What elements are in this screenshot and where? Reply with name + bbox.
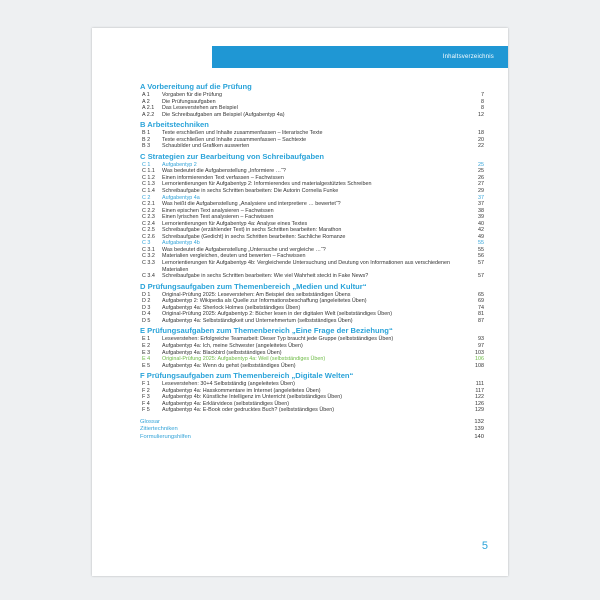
entry-number: E 2 xyxy=(142,342,151,349)
header-bar xyxy=(212,46,508,68)
entry-page: 22 xyxy=(478,143,484,150)
entry-number: B 2 xyxy=(142,136,151,143)
entry-number: D 5 xyxy=(142,317,151,324)
entry-page: 55 xyxy=(478,240,484,247)
entry-number: D 3 xyxy=(142,304,151,311)
entry-text: Materialien vergleichen, deuten und bewerten – Fachwissen xyxy=(162,253,306,260)
entry-page: 8 xyxy=(481,105,484,112)
entry-number: C 3.1 xyxy=(142,246,155,253)
entry-number: C 2.2 xyxy=(142,207,155,214)
entry-number: A 2.1 xyxy=(142,105,155,112)
entry-page: 57 xyxy=(478,273,484,280)
entry-text: Aufgabentyp 4a: Erklärvideos (selbstständiges Üben) xyxy=(162,400,290,407)
entry-number: B 3 xyxy=(142,143,151,150)
entry-page: 122 xyxy=(475,394,484,401)
entry-text: Aufgabentyp 4a: Hasskommentare im Internet (angeleitetes Üben) xyxy=(162,387,321,394)
section-title: E Prüfungsaufgaben zum Themenbereich „Eine Frage der Beziehung“ xyxy=(140,326,393,336)
entry-number: D 4 xyxy=(142,311,151,318)
entry-number: C 3.4 xyxy=(142,273,155,280)
entry-text: Lernorientierungen für Aufgabentyp 4b: Vergleichende Untersuchung und Deutung von Informationen aus verschiedenen Materialien xyxy=(162,260,451,273)
toc-entry[interactable] xyxy=(140,260,484,273)
appendix-text: Glossar xyxy=(140,418,160,425)
entry-number: F 2 xyxy=(142,387,150,394)
section-title: D Prüfungsaufgaben zum Themenbereich „Medien und Kultur“ xyxy=(140,281,367,291)
entry-text: Schreibaufgabe (Gedicht) in sechs Schritten bearbeiten: Sachliche Romanze xyxy=(162,233,346,240)
entry-page: 69 xyxy=(478,298,484,305)
appendix-page: 140 xyxy=(474,434,484,441)
entry-page: 93 xyxy=(478,336,484,343)
appendix-entry[interactable] xyxy=(140,426,484,434)
entry-number: F 1 xyxy=(142,381,150,388)
entry-page: 26 xyxy=(478,174,484,181)
entry-number: E 4 xyxy=(142,356,151,363)
section-title: B Arbeitstechniken xyxy=(140,120,209,130)
entry-page: 81 xyxy=(478,311,484,318)
entry-text: Die Prüfungsaufgaben xyxy=(162,98,216,105)
entry-page: 42 xyxy=(478,227,484,234)
entry-number: F 4 xyxy=(142,400,150,407)
entry-page: 129 xyxy=(475,407,484,414)
entry-page: 55 xyxy=(478,246,484,253)
entry-text: Aufgabentyp 4a xyxy=(162,194,200,201)
entry-text: Schreibaufgabe (erzählender Text) in sechs Schritten bearbeiten: Marathon xyxy=(162,227,342,234)
entry-page: 25 xyxy=(478,168,484,175)
entry-text: Aufgabentyp 2: Wikipedia als Quelle zur Informationsbeschaffung (angeleitetes Üben) xyxy=(162,298,367,305)
entry-page: 29 xyxy=(478,188,484,195)
entry-page: 40 xyxy=(478,220,484,227)
entry-text: Vorgaben für die Prüfung xyxy=(162,92,222,98)
entry-page: 65 xyxy=(478,291,484,298)
appendix-page: 132 xyxy=(474,418,484,425)
entry-text: Aufgabentyp 4b xyxy=(162,240,200,247)
page-number: 5 xyxy=(481,540,488,552)
entry-number: F 5 xyxy=(142,407,150,414)
entry-text: Aufgabentyp 4a: Sherlock Holmes (selbstständiges Üben) xyxy=(162,304,301,311)
toc-entry[interactable] xyxy=(140,318,484,325)
entry-page: 126 xyxy=(475,400,484,407)
entry-text: Leseverstehen: Erfolgreiche Teamarbeit: Dieser Typ braucht jede Gruppe (selbstständiges Üben) xyxy=(162,336,394,343)
entry-page: 103 xyxy=(475,349,484,356)
entry-page: 20 xyxy=(478,136,484,143)
entry-page: 87 xyxy=(478,317,484,324)
entry-text: Aufgabentyp 4a: E-Book oder gedrucktes Buch? (selbstständiges Üben) xyxy=(162,407,335,414)
appendix-entry[interactable] xyxy=(140,419,484,427)
entry-number: B 1 xyxy=(142,130,151,137)
entry-number: C 2.5 xyxy=(142,227,155,234)
entry-text: Einen lyrischen Text analysieren – Fachwissen xyxy=(162,214,274,221)
toc-entry[interactable] xyxy=(140,143,484,150)
entry-number: A 2.2 xyxy=(142,111,155,118)
entry-page: 7 xyxy=(481,92,484,98)
entry-page: 97 xyxy=(478,342,484,349)
entry-page: 27 xyxy=(478,181,484,188)
entry-text: Leseverstehen: 30+4 Selbstständig (angeleitetes Üben) xyxy=(162,381,295,388)
entry-text: Original-Prüfung 2025: Leseverstehen: Am Beispiel des selbstständigen Übens xyxy=(162,291,351,298)
appendix-entry[interactable] xyxy=(140,434,484,442)
entry-text: Original-Prüfung 2025: Aufgabentyp 4a: Weil (selbstständiges Üben) xyxy=(162,356,326,363)
entry-text: Aufgabentyp 4a: Blackbird (selbstständiges Üben) xyxy=(162,349,282,356)
header-title: Inhaltsverzeichnis xyxy=(442,54,494,60)
entry-page: 8 xyxy=(481,98,484,105)
entry-number: C 2.6 xyxy=(142,233,155,240)
toc-entry[interactable] xyxy=(140,407,484,414)
entry-number: C 2.4 xyxy=(142,220,155,227)
entry-page: 111 xyxy=(475,381,484,388)
appendix-text: Zitiertechniken xyxy=(140,426,178,433)
entry-text: Einen epischen Text analysieren – Fachwissen xyxy=(162,207,274,214)
entry-number: E 3 xyxy=(142,349,151,356)
table-of-contents xyxy=(140,82,484,442)
entry-text: Aufgabentyp 4a: Selbstständigkeit und Unternehmertum (selbstständiges Üben) xyxy=(162,317,353,324)
entry-page: 57 xyxy=(478,260,484,267)
entry-number: E 1 xyxy=(142,336,151,343)
entry-number: E 5 xyxy=(142,362,151,369)
entry-page: 37 xyxy=(478,194,484,201)
entry-page: 38 xyxy=(478,207,484,214)
entry-number: C 3 xyxy=(142,240,151,247)
entry-text: Texte erschließen und Inhalte zusammenfassen – Sachtexte xyxy=(162,136,307,143)
entry-number: C 1.1 xyxy=(142,168,155,175)
entry-number: C 1.3 xyxy=(142,181,155,188)
toc-entry[interactable] xyxy=(140,273,484,280)
entry-text: Die Schreibaufgaben am Beispiel (Aufgabentyp 4a) xyxy=(162,111,285,118)
entry-number: C 2.3 xyxy=(142,214,155,221)
entry-number: C 1 xyxy=(142,161,151,168)
entry-page: 49 xyxy=(478,233,484,240)
entry-text: Schreibaufgabe in sechs Schritten bearbeiten: Die Autorin Cornelia Funke xyxy=(162,188,339,195)
section-title: C Strategien zur Bearbeitung von Schreibaufgaben xyxy=(140,151,324,161)
entry-page: 39 xyxy=(478,214,484,221)
entry-number: D 2 xyxy=(142,298,151,305)
entry-number: A 1 xyxy=(142,92,150,98)
entry-text: Aufgabentyp 2 xyxy=(162,161,197,168)
entry-text: Original-Prüfung 2025: Aufgabentyp 2: Bücher lesen in der digitalen Welt (selbstständiges Üben) xyxy=(162,311,393,318)
entry-page: 25 xyxy=(478,161,484,168)
entry-number: C 3.3 xyxy=(142,260,155,267)
entry-number: C 2 xyxy=(142,194,151,201)
entry-text: Was heißt die Aufgabenstellung „Analysiere und interpretiere … bewertet“? xyxy=(162,201,341,208)
entry-text: Schreibaufgabe in sechs Schritten bearbeiten: Wie viel Wahrheit steckt in Fake News? xyxy=(162,273,369,280)
entry-text: Texte erschließen und Inhalte zusammenfassen – literarische Texte xyxy=(162,130,323,137)
entry-number: F 3 xyxy=(142,394,150,401)
entry-number: D 1 xyxy=(142,291,151,298)
section-title: F Prüfungsaufgaben zum Themenbereich „Digitale Welten“ xyxy=(140,371,354,381)
entry-text: Was bedeutet die Aufgabenstellung „Informiere …“? xyxy=(162,168,286,175)
entry-number: A 2 xyxy=(142,98,150,105)
entry-page: 117 xyxy=(475,387,484,394)
entry-text: Einen informierenden Text verfassen – Fachwissen xyxy=(162,174,284,181)
entry-text: Das Leseverstehen am Beispiel xyxy=(162,105,238,112)
section-title: A Vorbereitung auf die Prüfung xyxy=(140,82,252,91)
entry-page: 108 xyxy=(475,362,484,369)
entry-text: Lernorientierungen für Aufgabentyp 4a: Analyse eines Textes xyxy=(162,220,308,227)
entry-page: 12 xyxy=(478,111,484,118)
entry-number: C 1.2 xyxy=(142,174,155,181)
entry-page: 106 xyxy=(475,356,484,363)
entry-text: Aufgabentyp 4b: Künstliche Intelligenz im Unterricht (selbstständiges Üben) xyxy=(162,394,343,401)
entry-page: 74 xyxy=(478,304,484,311)
entry-text: Lernorientierungen für Aufgabentyp 2: Informierendes und materialgestütztes Schreiben xyxy=(162,181,372,188)
entry-number: C 3.2 xyxy=(142,253,155,260)
appendix-text: Formulierungshilfen xyxy=(140,434,191,441)
entry-page: 56 xyxy=(478,253,484,260)
entry-text: Aufgabentyp 4a: Wenn du gehst (selbstständiges Üben) xyxy=(162,362,296,369)
appendix-page: 139 xyxy=(474,426,484,433)
entry-number: C 1.4 xyxy=(142,188,155,195)
toc-entry[interactable] xyxy=(140,363,484,370)
appendix-list xyxy=(140,419,484,442)
document-page xyxy=(92,28,508,576)
entry-text: Aufgabentyp 4a: Ich, meine Schwester (angeleitetes Üben) xyxy=(162,342,303,349)
entry-page: 18 xyxy=(478,130,484,137)
toc-entry[interactable] xyxy=(140,112,484,119)
entry-page: 37 xyxy=(478,201,484,208)
entry-text: Schaubilder und Grafiken auswerten xyxy=(162,143,250,150)
entry-text: Was bedeutet die Aufgabenstellung „Untersuche und vergleiche …“? xyxy=(162,246,326,253)
entry-number: C 2.1 xyxy=(142,201,155,208)
